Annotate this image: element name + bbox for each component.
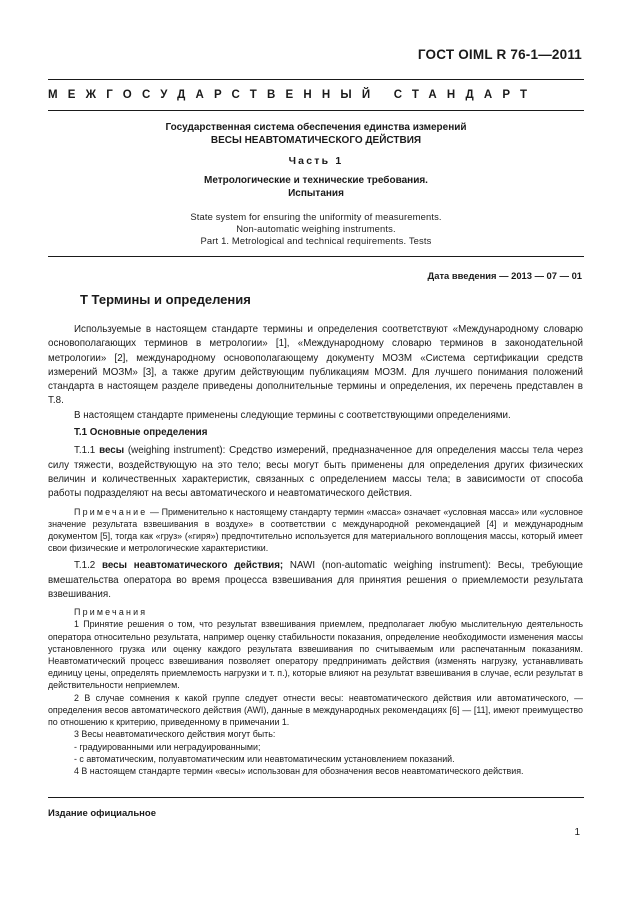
term-t11 bbox=[48, 444, 583, 501]
title-line-2: ВЕСЫ НЕАВТОМАТИЧЕСКОГО ДЕЙСТВИЯ bbox=[210, 135, 422, 146]
notes-t12 bbox=[48, 606, 583, 777]
document-id: ГОСТ OIML R 76-1—2011 bbox=[417, 47, 582, 62]
note-3: 3 Весы неавтоматического действия могут быть: bbox=[74, 729, 276, 740]
term-t11-number: Т.1.1 bbox=[74, 445, 100, 457]
note-label: Примечание bbox=[74, 506, 148, 517]
note-text: — Применительно к настоящему стандарту термин «масса» означает «условная масса» или «условное значение результата взвешивания в воздухе» в соответствии с международной рекомендацией [4] и международным документом [5], тогда как «груз» («гиря») предпочтительно используется для материального воплощения массы, который имеет свои физические и метрологические характеристики. bbox=[48, 506, 583, 554]
subtitle-line-1: Метрологические и технические требования. bbox=[204, 175, 428, 186]
part-label: Часть 1 bbox=[288, 155, 344, 167]
introduction-date: Дата введения — 2013 — 07 — 01 bbox=[427, 270, 582, 281]
note-3a: - градуированными или неградуированными; bbox=[74, 741, 261, 752]
title-line-1: Государственная система обеспечения единства измерений bbox=[165, 122, 467, 133]
standard-banner: МЕЖГОСУДАРСТВЕННЫЙ СТАНДАРТ bbox=[48, 89, 538, 101]
note-3b: - с автоматическим, полуавтоматическим или неавтоматическим установлением показаний. bbox=[74, 753, 455, 764]
note-2: 2 В случае сомнения к какой группе следует отнести весы: неавтоматического действия или автоматического, — определения весов автоматического действия (AWI), данные в международных рекомендациях [6] — [11], имеют преимущество по отношению к критерию, приведенному в примечании 1. bbox=[48, 692, 583, 728]
notes-label: Примечания bbox=[74, 607, 148, 618]
footer-rule bbox=[48, 797, 584, 798]
english-title-line-3: Part 1. Metrological and technical requirements. Tests bbox=[200, 235, 432, 246]
term-t12-term: весы неавтоматического действия; bbox=[101, 560, 284, 572]
top-rule bbox=[48, 79, 584, 80]
term-t12 bbox=[48, 559, 583, 602]
body-text bbox=[48, 323, 583, 777]
banner-rule bbox=[48, 110, 584, 111]
subtitle-line-2: Испытания bbox=[288, 188, 344, 199]
term-t11-definition: (weighing instrument): Средство измерений, предназначенное для определения массы тела через силу тяжести, воздействующую на это тело; весы могут быть применены для определения других физических величин и количественных характеристик, связанных с определением массы тела; в зависимости от способа работы подразделяют на весы автоматического и неавтоматического действия. bbox=[48, 445, 583, 500]
term-t11-term: весы bbox=[99, 445, 125, 457]
section-title: Т Термины и определения bbox=[80, 292, 251, 307]
english-title-line-1: State system for ensuring the uniformity of measurements. bbox=[190, 211, 442, 222]
title-block-rule bbox=[48, 256, 584, 257]
term-t12-number: Т.1.2 bbox=[74, 560, 102, 572]
paragraph-terms-applied: В настоящем стандарте применены следующие термины с соответствующими определениями. bbox=[74, 409, 511, 421]
subsection-title: Т.1 Основные определения bbox=[74, 427, 208, 439]
note-4: 4 В настоящем стандарте термин «весы» использован для обозначения весов неавтоматического действия. bbox=[74, 765, 524, 776]
term-t12-definition: NAWI (non-automatic weighing instrument): Весы, требующие вмешательства оператора во время процесса взвешивания для принятия решения о приемлемости результата взвешивания. bbox=[48, 560, 583, 600]
paragraph-intro: Используемые в настоящем стандарте термины и определения соответствуют «Международному словарю основополагающих терминов в метрологии» [1], «Международному словарю терминов в законодательной метрологии» [2], международному основополагающему документу МОЗМ «Система сертификации средств измерений МОЗМ» [3], а также другим действующим публикациям МОЗМ. Для лучшего понимания положений стандарта в настоящем разделе приведены дополнительные термины и определения, их перечень представлен в Т.8. bbox=[48, 324, 583, 407]
page-number: 1 bbox=[574, 827, 580, 838]
note-t11 bbox=[48, 506, 583, 555]
official-edition-label: Издание официальное bbox=[48, 808, 156, 819]
note-1: 1 Принятие решения о том, что результат взвешивания приемлем, предполагает любую мыслительную деятельность оператора относительно результата, например оценку стабильности показания, определение необходимости изменения массы установленного грузка или оценку каждого результата взвешивания по считываемым или распечатанным показаниям. Неавтоматический процесс взвешивания позволяет оператору предпринимать действия (изменять нагрузку, устанавливать единицу цены, определять приемлемость нагрузки и т. п.), которые влияют на результат взвешивания в случае, если результат в действительности неприемлем. bbox=[48, 619, 583, 691]
english-title-line-2: Non-automatic weighing instruments. bbox=[236, 223, 396, 234]
